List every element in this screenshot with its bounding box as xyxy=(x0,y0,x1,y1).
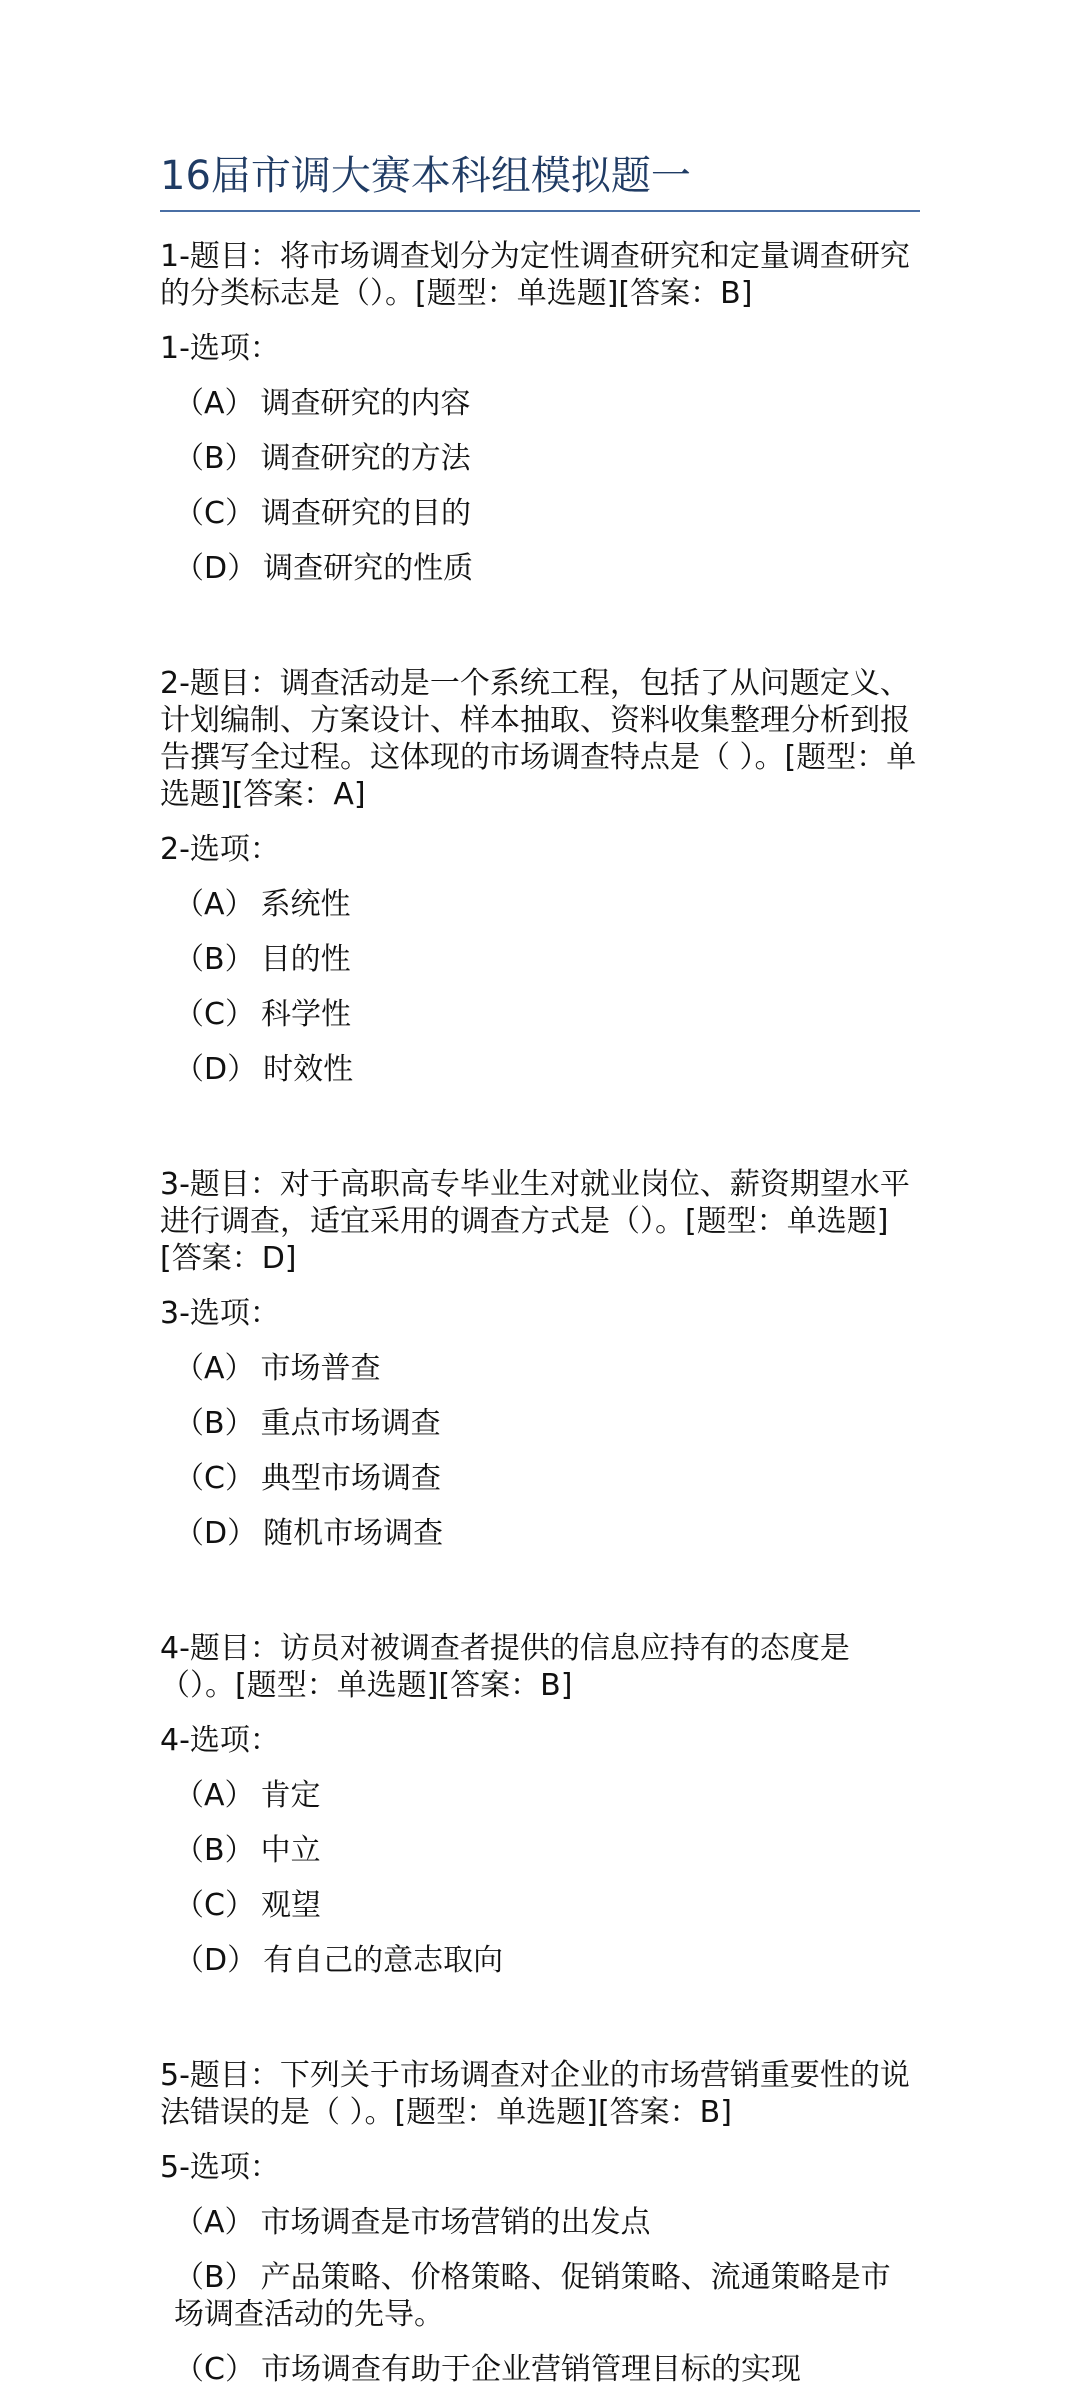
option-letter: （C） xyxy=(174,997,255,1032)
option-b xyxy=(160,2259,920,2333)
question-block xyxy=(160,2057,920,2388)
option-letter: （A） xyxy=(174,887,255,922)
question-stem: 4-题目：访员对被调查者提供的信息应持有的态度是（）。[题型：单选题][答案：B] xyxy=(160,1631,850,1703)
option-text: 观望 xyxy=(260,1888,321,1923)
question-stem: 3-题目：对于高职高专毕业生对就业岗位、薪资期望水平进行调查，适宜采用的调查方式是（）。[题型：单选题][答案：D] xyxy=(160,1167,910,1276)
question-block xyxy=(160,1166,920,1552)
option-text: 产品策略、价格策略、促销策略、流通策略是市场调查活动的先导。 xyxy=(174,2260,891,2332)
option-text: 有自己的意志取向 xyxy=(263,1943,504,1978)
option-letter: （B） xyxy=(174,1833,255,1868)
option-text: 时效性 xyxy=(263,1052,354,1087)
option-a xyxy=(160,1777,920,1814)
option-d xyxy=(160,1515,920,1552)
option-a xyxy=(160,385,920,422)
option-text: 随机市场调查 xyxy=(263,1516,444,1551)
option-letter: （B） xyxy=(174,2260,255,2295)
option-letter: （D） xyxy=(174,1052,258,1087)
option-c xyxy=(160,1460,920,1497)
option-letter: （C） xyxy=(174,1888,255,1923)
option-letter: （B） xyxy=(174,441,255,476)
option-letter: （D） xyxy=(174,1516,258,1551)
option-letter: （B） xyxy=(174,1406,255,1441)
option-c xyxy=(160,1887,920,1924)
option-a xyxy=(160,1350,920,1387)
options-label: 3-选项： xyxy=(160,1296,280,1331)
option-b xyxy=(160,1405,920,1442)
option-text: 市场调查有助于企业营销管理目标的实现 xyxy=(260,2352,801,2387)
option-letter: （D） xyxy=(174,1943,258,1978)
option-text: 系统性 xyxy=(260,887,351,922)
option-text: 市场普查 xyxy=(260,1351,381,1386)
option-c xyxy=(160,996,920,1033)
option-letter: （A） xyxy=(174,1351,255,1386)
option-text: 中立 xyxy=(260,1833,321,1868)
question-block xyxy=(160,665,920,1088)
option-text: 典型市场调查 xyxy=(260,1461,441,1496)
option-letter: （A） xyxy=(174,1778,255,1813)
option-letter: （A） xyxy=(174,386,255,421)
question-block xyxy=(160,1630,920,1979)
option-d xyxy=(160,550,920,587)
options-label: 5-选项： xyxy=(160,2150,280,2185)
document-title: 16届市调大赛本科组模拟题一 xyxy=(160,150,920,212)
options-label: 4-选项： xyxy=(160,1723,280,1758)
option-text: 重点市场调查 xyxy=(260,1406,441,1441)
option-b xyxy=(160,440,920,477)
question-stem: 1-题目：将市场调查划分为定性调查研究和定量调查研究的分类标志是（）。[题型：单选题][答案：B] xyxy=(160,239,910,311)
option-text: 肯定 xyxy=(260,1778,321,1813)
option-text: 科学性 xyxy=(260,997,351,1032)
option-letter: （A） xyxy=(174,2205,255,2240)
option-letter: （B） xyxy=(174,942,255,977)
option-text: 市场调查是市场营销的出发点 xyxy=(260,2205,651,2240)
option-text: 调查研究的目的 xyxy=(260,496,471,531)
option-letter: （C） xyxy=(174,1461,255,1496)
option-b xyxy=(160,941,920,978)
options-label: 2-选项： xyxy=(160,832,280,867)
document-page xyxy=(160,150,920,2388)
option-c xyxy=(160,495,920,532)
question-stem: 5-题目：下列关于市场调查对企业的市场营销重要性的说法错误的是（ ）。[题型：单选题][答案：B] xyxy=(160,2058,910,2130)
option-letter: （D） xyxy=(174,551,258,586)
question-stem: 2-题目：调查活动是一个系统工程，包括了从问题定义、计划编制、方案设计、样本抽取、资料收集整理分析到报告撰写全过程。这体现的市场调查特点是（ ）。[题型：单选题][答案：A] xyxy=(160,666,917,812)
option-c xyxy=(160,2351,920,2388)
option-text: 调查研究的性质 xyxy=(263,551,474,586)
option-letter: （C） xyxy=(174,496,255,531)
option-a xyxy=(160,2204,920,2241)
option-text: 调查研究的内容 xyxy=(260,386,471,421)
option-text: 目的性 xyxy=(260,942,351,977)
option-letter: （C） xyxy=(174,2352,255,2387)
question-block xyxy=(160,238,920,587)
options-label: 1-选项： xyxy=(160,331,280,366)
option-text: 调查研究的方法 xyxy=(260,441,471,476)
option-a xyxy=(160,886,920,923)
option-b xyxy=(160,1832,920,1869)
option-d xyxy=(160,1942,920,1979)
option-d xyxy=(160,1051,920,1088)
